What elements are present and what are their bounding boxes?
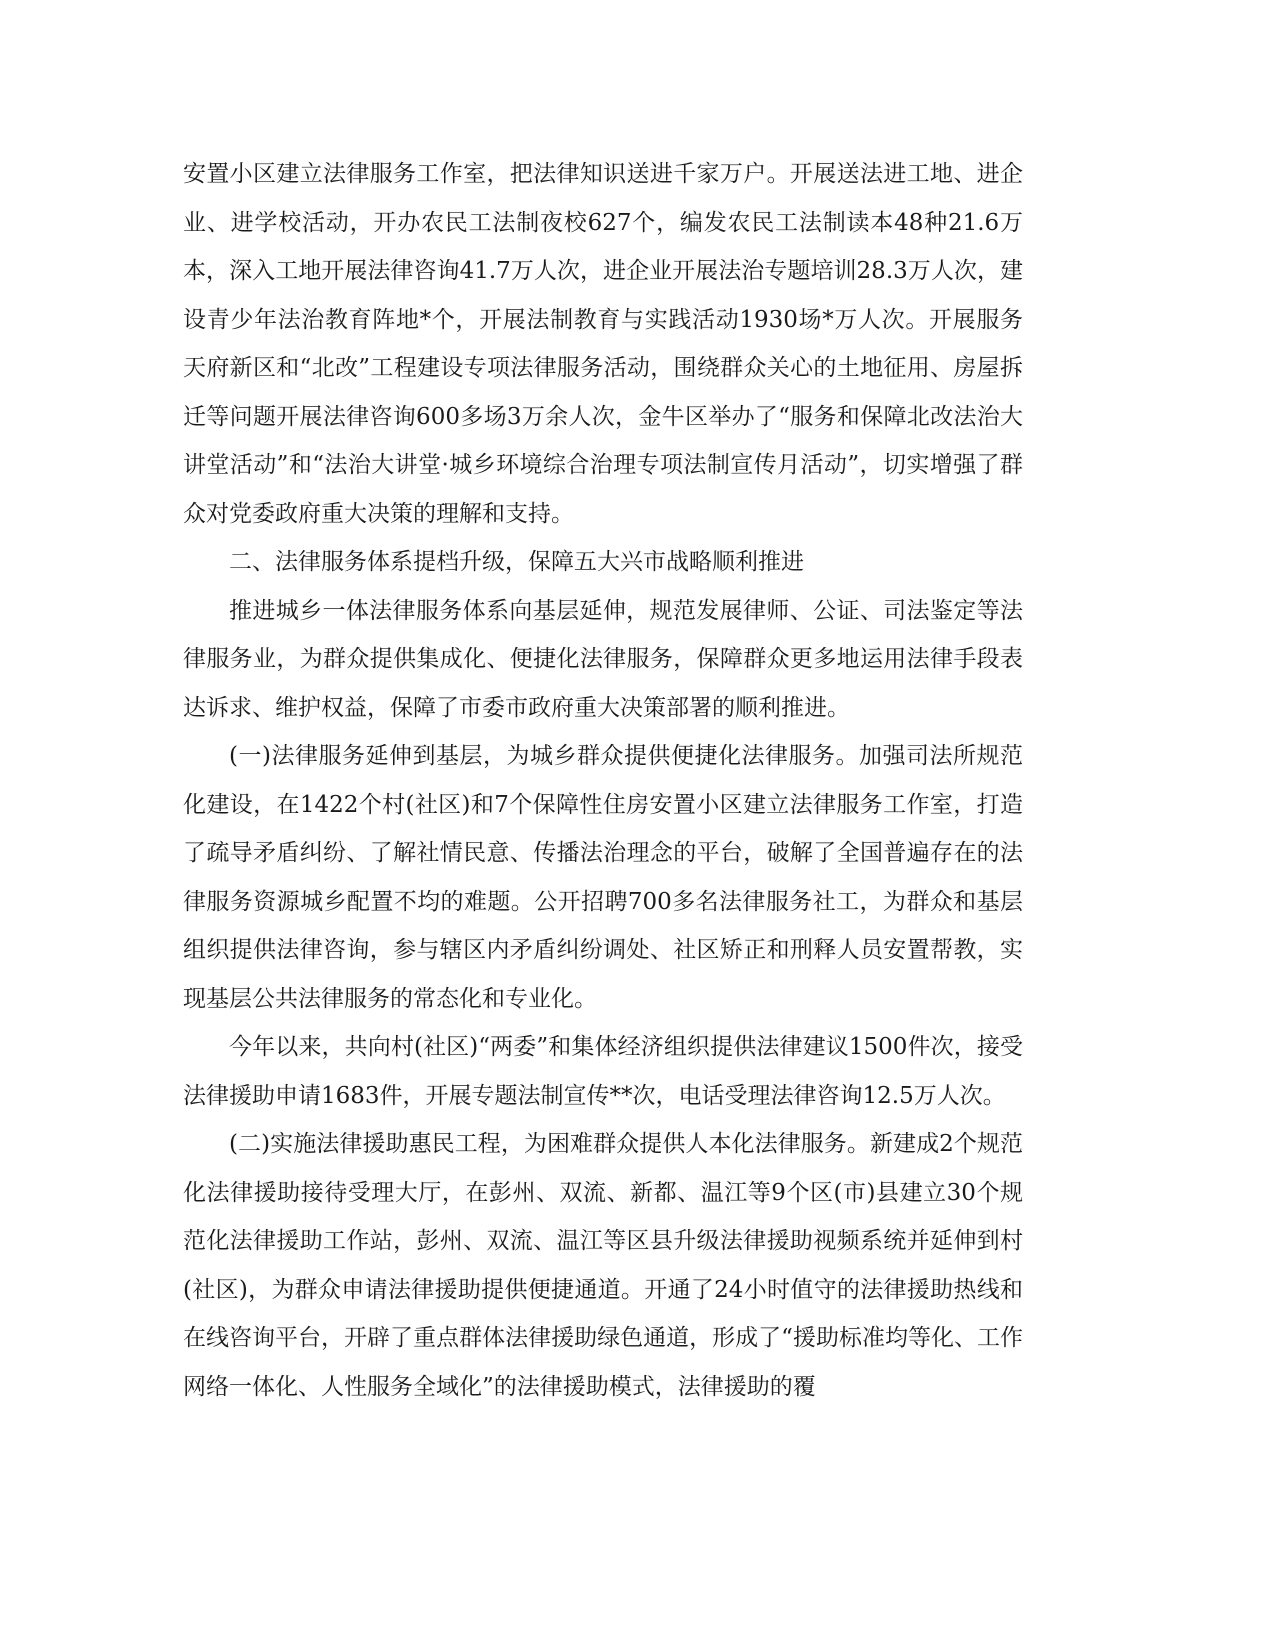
section-heading: 二、法律服务体系提档升级，保障五大兴市战略顺利推进 [229,549,804,575]
paragraph-item-1: (一)法律服务延伸到基层，为城乡群众提供便捷化法律服务。加强司法所规范化建设，在1422个村(社区)和7个保障性住房安置小区建立法律服务工作室，打造了疏导矛盾纠纷、了解社情民意、传播法治理念的平台，破解了全国普遍存在的法律服务资源城乡配置不均的难题。公开招聘700多名法律服务社工，为群众和基层组织提供法律咨询，参与辖区内矛盾纠纷调处、社区矫正和刑释人员安置帮教，实现基层公共法律服务的常态化和专业化。 [183,743,1023,1012]
document-body [183,150,1023,1411]
paragraph-continuation: 安置小区建立法律服务工作室，把法律知识送进千家万户。开展送法进工地、进企业、进学校活动，开办农民工法制夜校627个，编发农民工法制读本48种21.6万本，深入工地开展法律咨询41.7万人次，进企业开展法治专题培训28.3万人次，建设青少年法治教育阵地*个，开展法制教育与实践活动1930场*万人次。开展服务天府新区和“北改”工程建设专项法律服务活动，围绕群众关心的土地征用、房屋拆迁等问题开展法律咨询600多场3万余人次，金牛区举办了“服务和保障北改法治大讲堂活动”和“法治大讲堂·城乡环境综合治理专项法制宣传月活动”，切实增强了群众对党委政府重大决策的理解和支持。 [183,161,1023,527]
paragraph-statistics: 今年以来，共向村(社区)“两委”和集体经济组织提供法律建议1500件次，接受法律援助申请1683件，开展专题法制宣传**次，电话受理法律咨询12.5万人次。 [183,1034,1023,1109]
paragraph-intro: 推进城乡一体法律服务体系向基层延伸，规范发展律师、公证、司法鉴定等法律服务业，为群众提供集成化、便捷化法律服务，保障群众更多地运用法律手段表达诉求、维护权益，保障了市委市政府重大决策部署的顺利推进。 [183,597,1023,721]
paragraph-item-2: (二)实施法律援助惠民工程，为困难群众提供人本化法律服务。新建成2个规范化法律援助接待受理大厅，在彭州、双流、新都、温江等9个区(市)县建立30个规范化法律援助工作站，彭州、双流、温江等区县升级法律援助视频系统并延伸到村(社区)，为群众申请法律援助提供便捷通道。开通了24小时值守的法律援助热线和在线咨询平台，开辟了重点群体法律援助绿色通道，形成了“援助标准均等化、工作网络一体化、人性服务全域化”的法律援助模式，法律援助的覆 [183,1131,1023,1400]
